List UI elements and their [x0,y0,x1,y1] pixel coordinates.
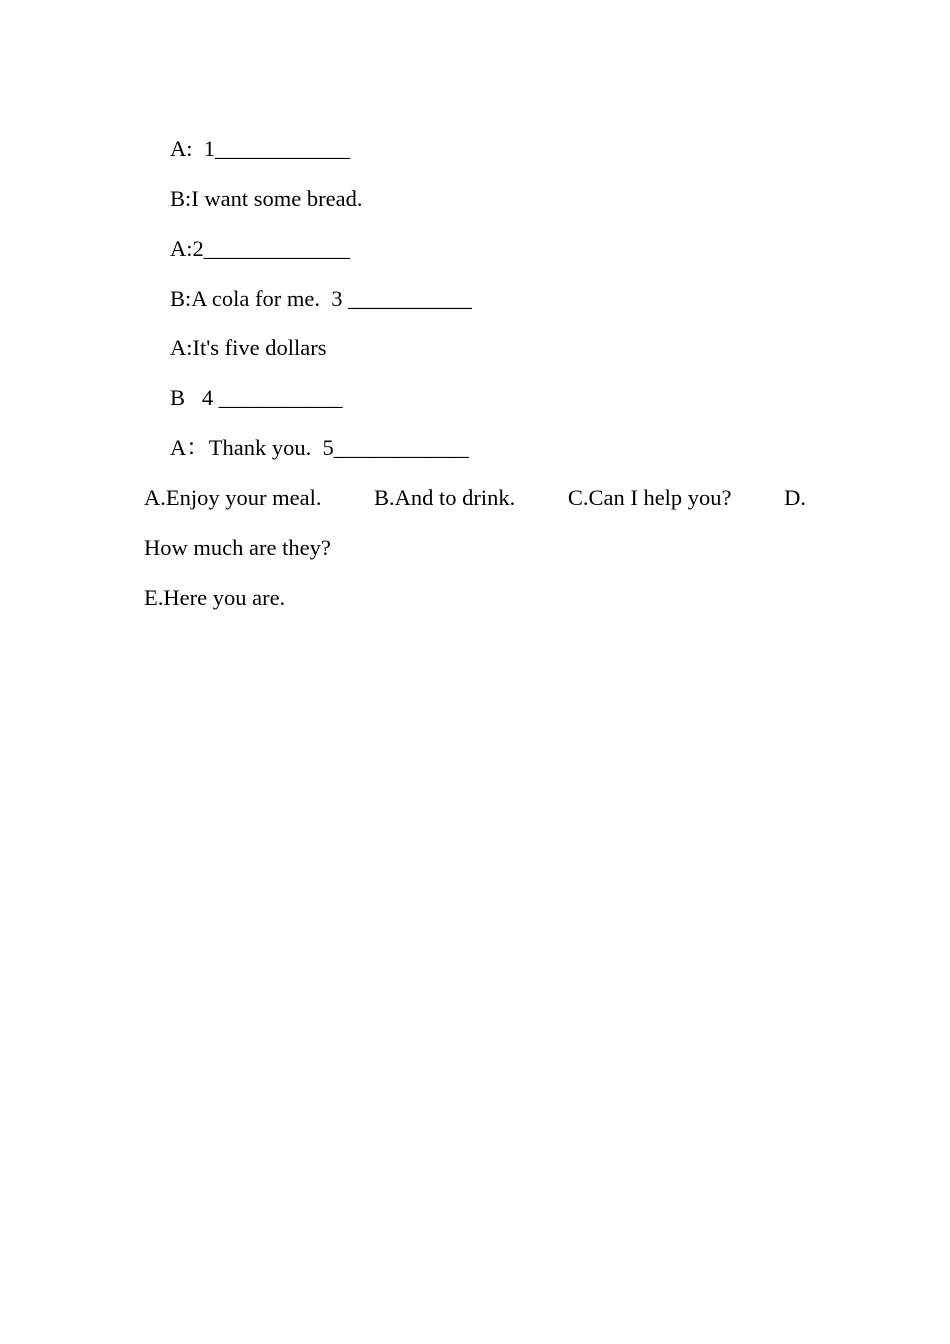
dialogue-line-3: A:2_____________ [170,236,350,261]
dialogue-line-2: B:I want some bread. [170,186,363,211]
option-c: C.Can I help you? [567,485,732,510]
option-d-label: D. [784,485,806,510]
dialogue-line-7: A：Thank you. 5____________ [170,435,469,460]
dialogue-line-5: A:It's five dollars [170,335,327,360]
dialogue-line-4: B:A cola for me. 3 ___________ [170,286,472,311]
option-d-text: How much are they? [144,535,331,560]
dialogue-line-6: B 4 ___________ [170,385,343,410]
option-b: B.And to drink. [374,485,516,510]
options-row [144,484,806,512]
option-a: A.Enjoy your meal. [144,485,322,510]
option-e: E.Here you are. [144,585,286,610]
dialogue-line-1: A: 1____________ [170,136,350,161]
